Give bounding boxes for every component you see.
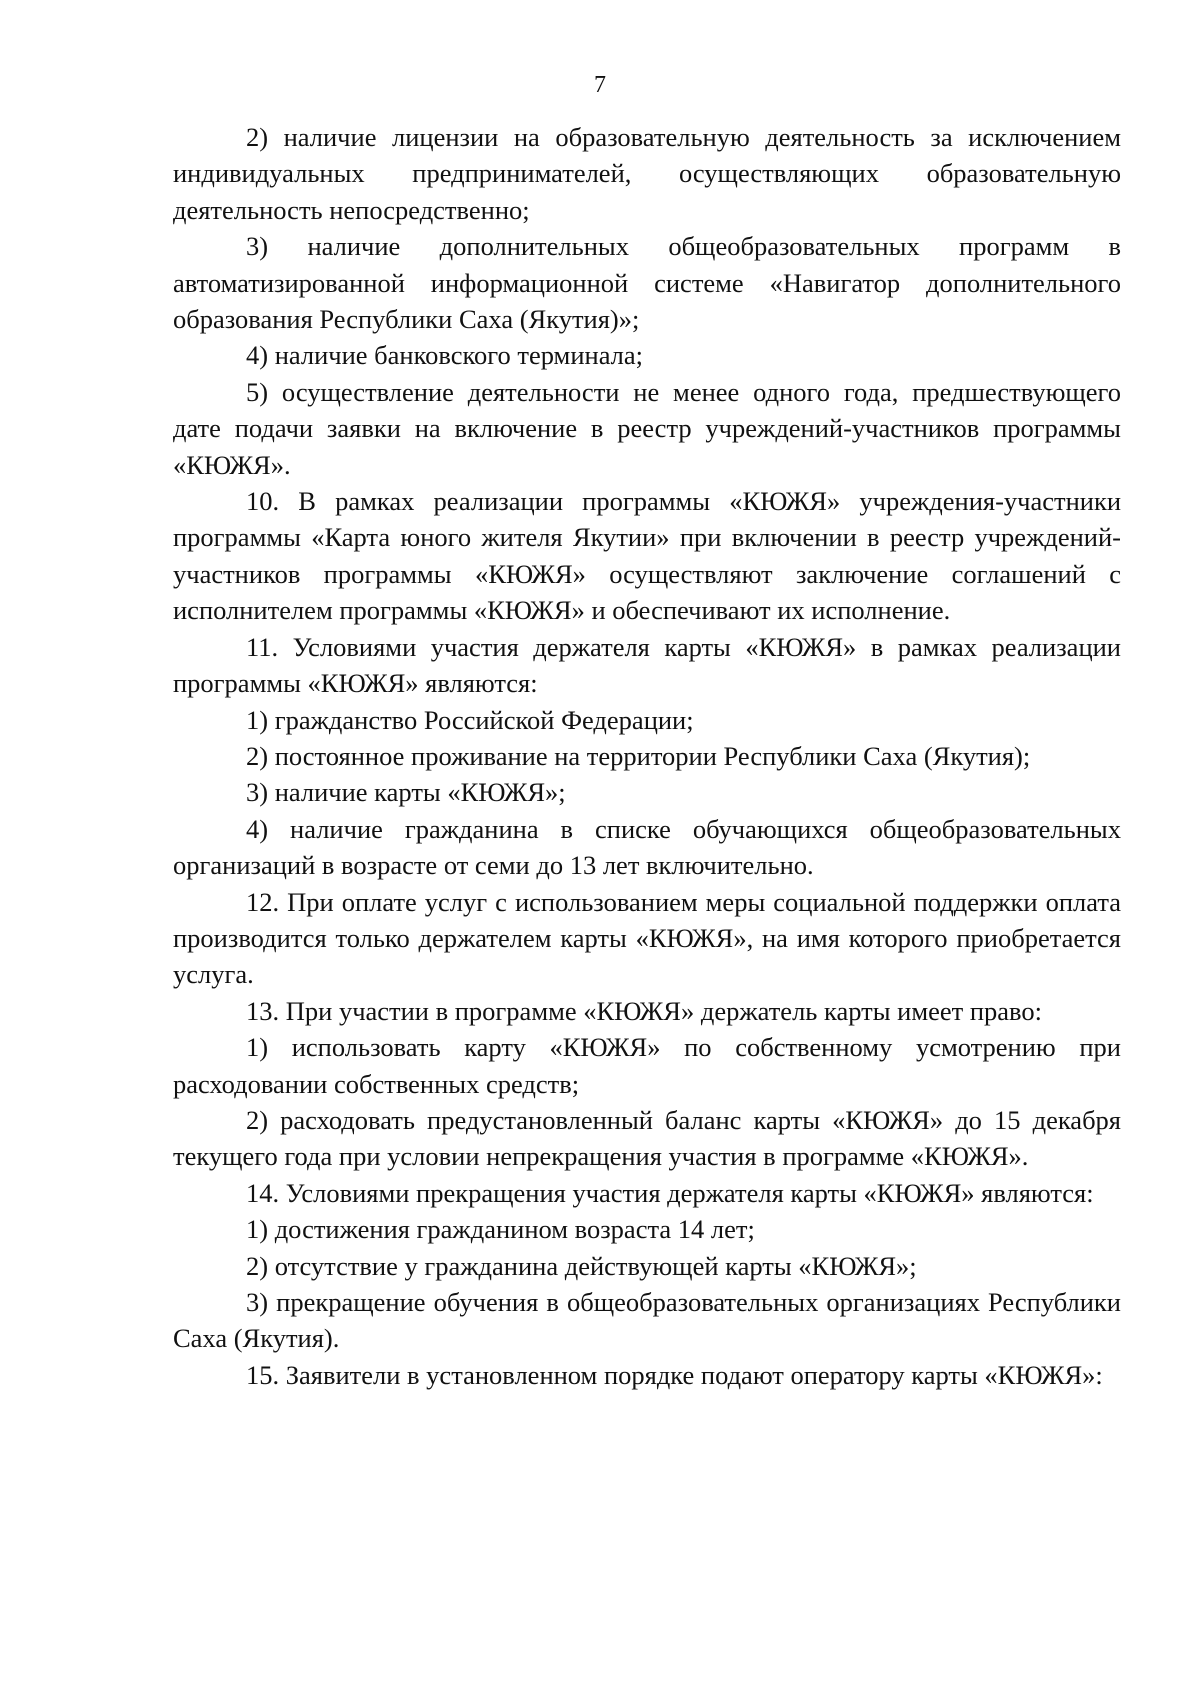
paragraph-clause-14-item-2: 2) отсутствие у гражданина действующей карты «КЮЖЯ»; (246, 1250, 917, 1281)
paragraph-clause-14-item-1: 1) достижения гражданином возраста 14 лет; (246, 1214, 755, 1245)
paragraph-item-4-terminal: 4) наличие банковского терминала; (246, 340, 644, 371)
paragraph-item-5-activity: 5) осуществление деятельности не менее одного года, предшествующего дате подачи заявки на включение в реестр учреждений-участников программы «КЮЖЯ». (173, 376, 1121, 480)
paragraph-item-3-programs: 3) наличие дополнительных общеобразовательных программ в автоматизированной информационной системе «Навигатор дополнительного образования Республики Саха (Якутия)»; (173, 231, 1121, 335)
document-body (173, 119, 1121, 1393)
paragraph-clause-14-item-3: 3) прекращение обучения в общеобразовательных организациях Республики Саха (Якутия). (173, 1287, 1121, 1354)
paragraph-clause-10: 10. В рамках реализации программы «КЮЖЯ» учреждения-участники программы «Карта юного жителя Якутии» при включении в реестр учреждений-участников программы «КЮЖЯ» осуществляют заключение соглашений с исполнителем программы «КЮЖЯ» и обеспечивают их исполнение. (173, 486, 1121, 626)
paragraph-clause-11-item-1: 1) гражданство Российской Федерации; (246, 704, 694, 735)
paragraph-clause-13-item-1: 1) использовать карту «КЮЖЯ» по собственному усмотрению при расходовании собственных средств; (173, 1032, 1121, 1099)
paragraph-clause-11-item-2: 2) постоянное проживание на территории Республики Саха (Якутия); (246, 740, 1031, 771)
paragraph-clause-11-item-3: 3) наличие карты «КЮЖЯ»; (246, 777, 566, 808)
paragraph-clause-14: 14. Условиями прекращения участия держателя карты «КЮЖЯ» являются: (246, 1177, 1094, 1208)
paragraph-clause-15: 15. Заявители в установленном порядке подают оператору карты «КЮЖЯ»: (246, 1359, 1103, 1390)
paragraph-clause-11: 11. Условиями участия держателя карты «КЮЖЯ» в рамках реализации программы «КЮЖЯ» являются: (173, 631, 1121, 699)
page-number: 7 (594, 72, 606, 98)
paragraph-clause-13-item-2: 2) расходовать предустановленный баланс карты «КЮЖЯ» до 15 декабря текущего года при условии непрекращения участия в программе «КЮЖЯ». (173, 1104, 1121, 1172)
paragraph-clause-11-item-4: 4) наличие гражданина в списке обучающихся общеобразовательных организаций в возрасте от семи до 13 лет включительно. (173, 813, 1121, 881)
paragraph-item-2-license: 2) наличие лицензии на образовательную деятельность за исключением индивидуальных предпринимателей, осуществляющих образовательную деятельность непосредственно; (173, 122, 1121, 225)
paragraph-clause-13: 13. При участии в программе «КЮЖЯ» держатель карты имеет право: (246, 995, 1042, 1026)
paragraph-clause-12: 12. При оплате услуг с использованием меры социальной поддержки оплата производится только держателем карты «КЮЖЯ», на имя которого приобретается услуга. (173, 886, 1121, 990)
